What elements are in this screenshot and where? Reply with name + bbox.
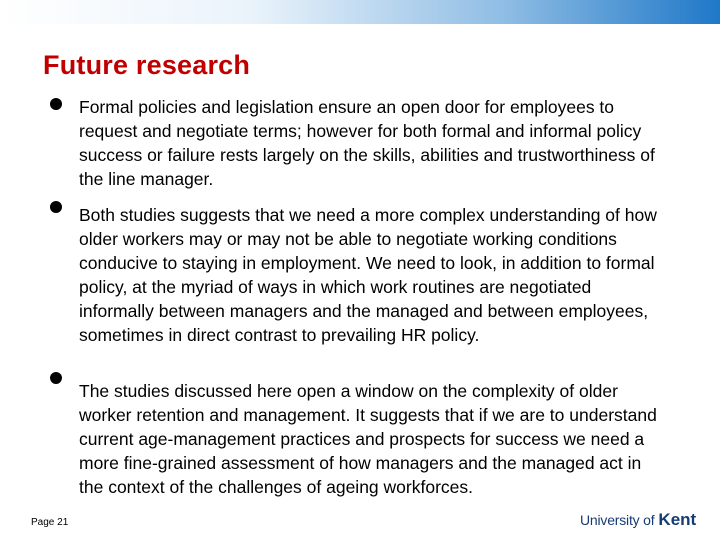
logo-kent-text: Kent — [658, 510, 697, 529]
bullet-marker — [50, 98, 62, 110]
page-number: Page 21 — [31, 517, 69, 528]
bullet-marker — [50, 201, 62, 213]
bullet-marker — [50, 372, 62, 384]
university-logo — [580, 510, 696, 530]
bullet-text-2: Both studies suggests that we need a more complex understanding of how older workers may or may not be able to negotiate working conditions conducive to staying in employment. We need to look, in addition to formal policy, at the myriad of ways in which work routines are negotiated informally between managers and the managed and between employees, sometimes in direct contrast to prevailing HR policy. — [79, 205, 657, 345]
bullet-text-1: Formal policies and legislation ensure an open door for employees to request and negotiate terms; however for both formal and informal policy success or failure rests largely on the skills, abilities and trustworthiness of the line manager. — [79, 97, 655, 189]
bullet-text-3: The studies discussed here open a window on the complexity of older worker retention and management. It suggests that if we are to understand current age-management practices and prospects for success we need a more fine-grained assessment of how managers and the managed act in the context of the challenges of ageing workforces. — [79, 381, 657, 497]
header-gradient-band — [0, 0, 720, 24]
slide-title: Future research — [43, 50, 251, 80]
logo-university-text: University of — [580, 512, 655, 528]
